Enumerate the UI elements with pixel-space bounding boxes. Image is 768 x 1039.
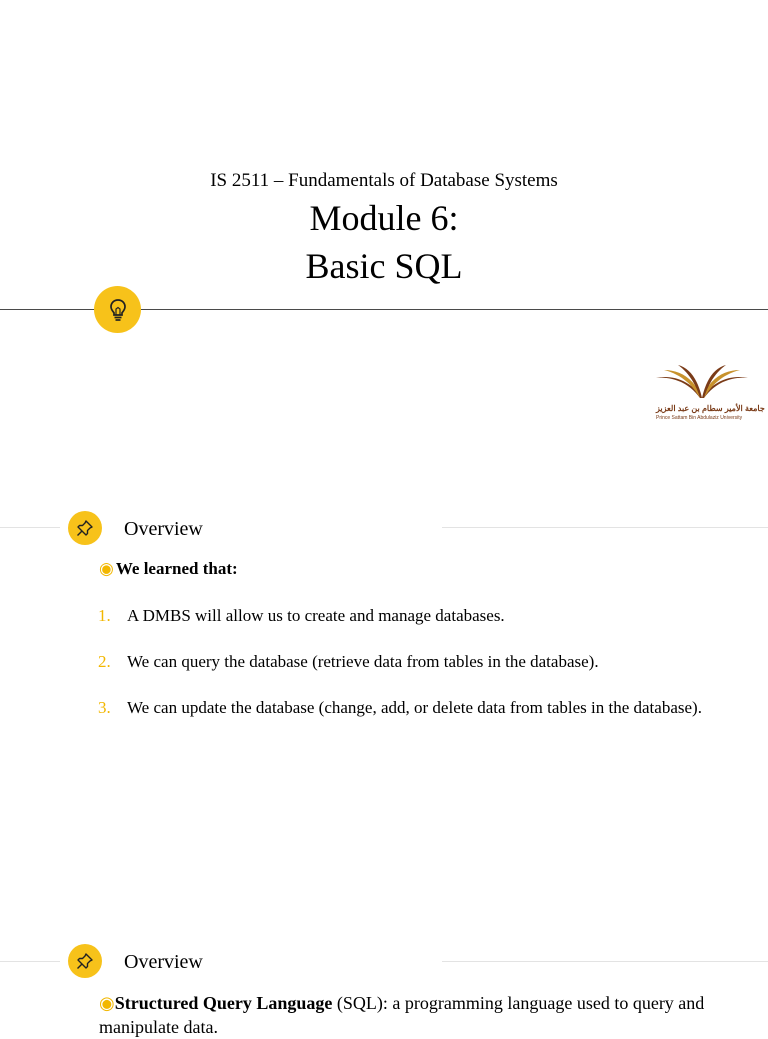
slide2-heading: Overview (124, 518, 203, 540)
list-item-text: We can update the database (change, add, or delete data from tables in the database). (127, 698, 702, 717)
list-item (98, 696, 727, 720)
slide2-divider-right (442, 527, 768, 528)
module-title: Module 6: (309, 198, 459, 238)
list-item-text: We can query the database (retrieve data from tables in the database). (127, 652, 599, 671)
pushpin-icon (68, 511, 102, 545)
university-logo (654, 364, 765, 424)
sql-abbrev: (SQL): (332, 993, 388, 1013)
slide2-bullet-text: We learned that: (115, 559, 238, 578)
sql-term: Structured Query Language (114, 993, 333, 1013)
bullet-marker-icon: ◉ (99, 559, 114, 578)
slide3-heading: Overview (124, 951, 203, 973)
list-item-number: 3. (98, 698, 111, 717)
sql-definition: a programming language used to query and manipulate data. (99, 993, 705, 1037)
slide3-divider-right (442, 961, 768, 962)
list-item-number: 1. (98, 606, 111, 625)
list-item (98, 650, 727, 674)
slide2-divider-left (0, 527, 60, 528)
open-book-logo-icon (654, 364, 750, 402)
list-item (98, 604, 727, 628)
list-item-number: 2. (98, 652, 111, 671)
lightbulb-icon (94, 286, 141, 333)
slide2-bullet (99, 559, 238, 579)
logo-english-text: Prince Sattam Bin Abdulaziz University (656, 415, 743, 421)
course-title: IS 2511 – Fundamentals of Database Systems (210, 170, 558, 191)
slide3-divider-left (0, 961, 60, 962)
logo-arabic-text: جامعة الأمير سطام بن عبد العزيز (656, 404, 765, 413)
slide3-bullet (99, 991, 759, 1037)
bullet-marker-icon: ◉ (99, 993, 115, 1013)
pushpin-icon (68, 944, 102, 978)
topic-title: Basic SQL (305, 246, 463, 286)
list-item-text: A DMBS will allow us to create and manage databases. (127, 606, 505, 625)
